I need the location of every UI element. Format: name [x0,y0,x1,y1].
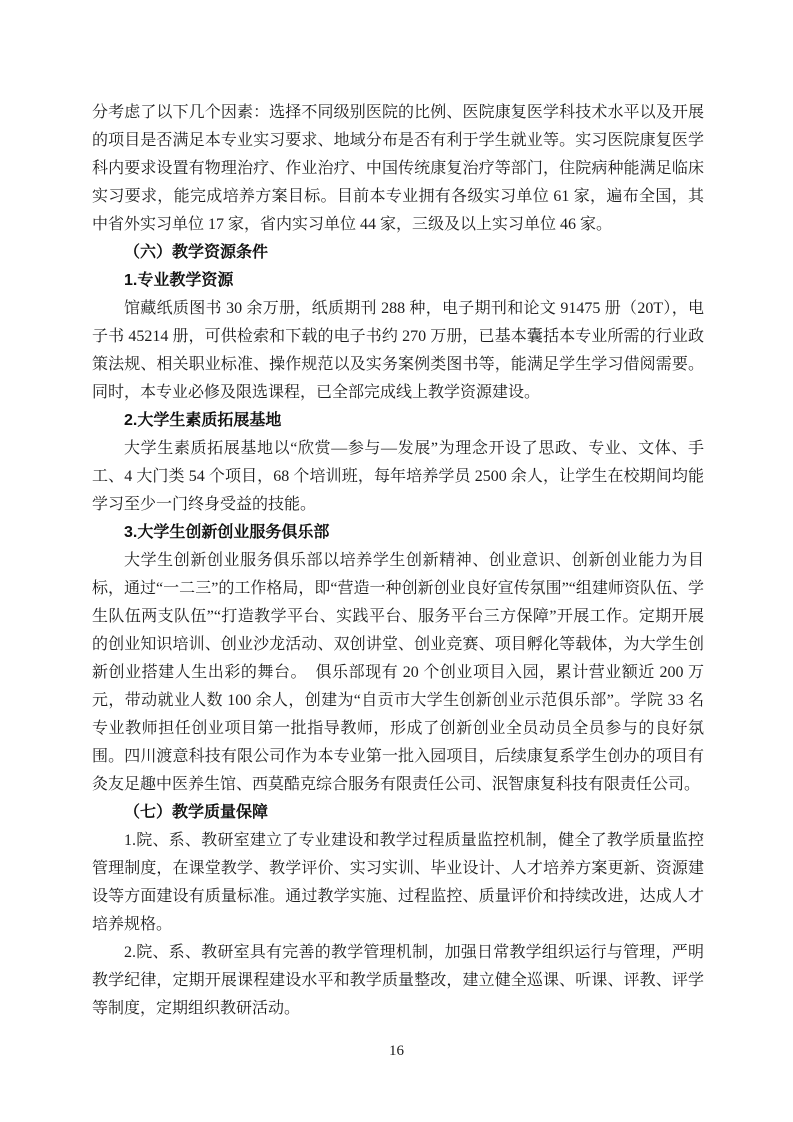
subsection-heading-innovation-entrepreneurship-club: 3.大学生创新创业服务俱乐部 [124,524,330,541]
page-number: 16 [389,1043,404,1059]
document-body [92,99,704,1023]
paragraph-quality-development-base: 大学生素质拓展基地以“欣赏—参与—发展”为理念开设了思政、专业、文体、手工、4 大门类 54 个项目，68 个培训班，每年培养学员 2500 余人，让学生在校期间均能学习至少一门终身受益的技能。 [92,440,704,513]
paragraph-library-resources: 馆藏纸质图书 30 余万册，纸质期刊 288 种，电子期刊和论文 91475 册（20T），电子书 45214 册，可供检索和下载的电子书约 270 万册，已基本囊括本专业所需的行业政策法规、相关职业标准、操作规范以及实务案例类图书等，能满足学生学习借阅需要。同时，本专业必修及限选课程，已全部完成线上教学资源建设。 [92,300,704,401]
paragraph-internship-hospitals-continued: 分考虑了以下几个因素：选择不同级别医院的比例、医院康复医学科技术水平以及开展的项目是否满足本专业实习要求、地域分布是否有利于学生就业等。实习医院康复医学科内要求设置有物理治疗、作业治疗、中国传统康复治疗等部门，住院病种能满足临床实习要求，能完成培养方案目标。目前本专业拥有各级实习单位 61 家，遍布全国，其中省外实习单位 17 家，省内实习单位 44 家，三级及以上实习单位 46 家。 [92,104,704,233]
section-heading-teaching-resource-conditions: （六）教学资源条件 [124,244,269,261]
subsection-heading-professional-teaching-resources: 1.专业教学资源 [124,272,234,289]
section-heading-teaching-quality-assurance: （七）教学质量保障 [124,804,269,821]
subsection-heading-quality-development-base: 2.大学生素质拓展基地 [124,412,282,429]
paragraph-innovation-entrepreneurship-club: 大学生创新创业服务俱乐部以培养学生创新精神、创业意识、创新创业能力为目标，通过“一二三”的工作格局，即“营造一种创新创业良好宣传氛围”“组建师资队伍、学生队伍两支队伍”“打造教学平台、实践平台、服务平台三方保障”开展工作。定期开展的创业知识培训、创业沙龙活动、双创讲堂、创业竞赛、项目孵化等载体，为大学生创新创业搭建人生出彩的舞台。 俱乐部现有 20 个创业项目入园，累计营业额近 200 万元，带动就业人数 100 余人，创建为“自贡市大学生创新创业示范俱乐部”。学院 33 名专业教师担任创业项目第一批指导教师，形成了创新创业全员动员全员参与的良好氛围。四川渡意科技有限公司作为本专业第一批入园项目，后续康复系学生创办的项目有灸友足趣中医养生馆、西莫酷克综合服务有限责任公司、泯智康复科技有限责任公司。 [92,552,704,793]
paragraph-teaching-management-mechanism: 2.院、系、教研室具有完善的教学管理机制，加强日常教学组织运行与管理，严明教学纪律，定期开展课程建设水平和教学质量整改，建立健全巡课、听课、评教、评学等制度，定期组织教研活动。 [92,944,704,1017]
paragraph-quality-monitoring-mechanism: 1.院、系、教研室建立了专业建设和教学过程质量监控机制，健全了教学质量监控管理制度，在课堂教学、教学评价、实习实训、毕业设计、人才培养方案更新、资源建设等方面建设有质量标准。通过教学实施、过程监控、质量评价和持续改进，达成人才培养规格。 [92,832,704,933]
